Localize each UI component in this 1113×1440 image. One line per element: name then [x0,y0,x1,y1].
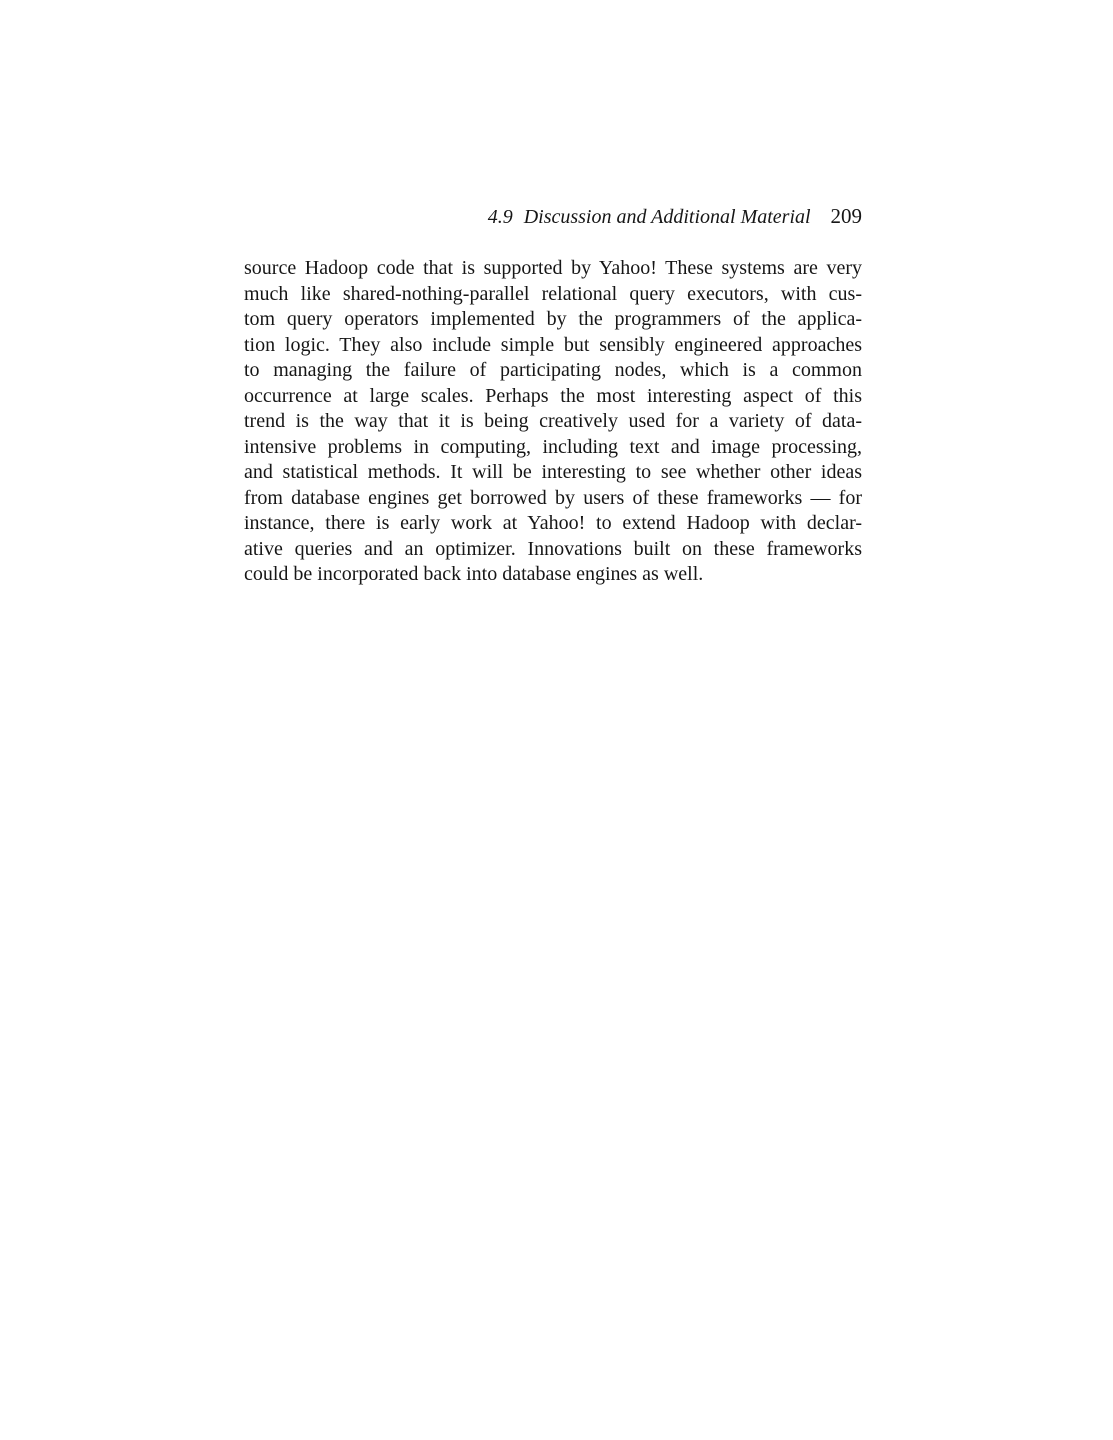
paragraph-line: trend is the way that it is being creatively used for a variety of data- [244,410,862,432]
paragraph-line: tom query operators implemented by the programmers of the applica- [244,308,862,330]
paragraph-line: intensive problems in computing, including text and image processing, [244,435,862,458]
paragraph-line: tion logic. They also include simple but sensibly engineered approaches [244,333,862,356]
paragraph-line: occurrence at large scales. Perhaps the most interesting aspect of this [244,384,862,407]
paragraph-line: instance, there is early work at Yahoo! to extend Hadoop with declar- [244,512,862,534]
paragraph-line: and statistical methods. It will be interesting to see whether other ideas [244,461,862,483]
running-header [0,203,862,230]
body-paragraph [244,256,862,588]
section-title: Discussion and Additional Material [523,206,811,228]
paragraph-line: could be incorporated back into database engines as well. [244,563,704,585]
paragraph-line: to managing the failure of participating nodes, which is a common [244,359,862,381]
paragraph-line: ative queries and an optimizer. Innovations built on these frameworks [244,537,862,560]
paragraph-line: source Hadoop code that is supported by Yahoo! These systems are very [244,257,862,279]
paragraph-line: from database engines get borrowed by users of these frameworks — for [244,486,862,509]
section-number: 4.9 [487,206,513,228]
page-number: 209 [830,204,862,228]
paragraph-line: much like shared-nothing-parallel relational query executors, with cus- [244,282,862,305]
